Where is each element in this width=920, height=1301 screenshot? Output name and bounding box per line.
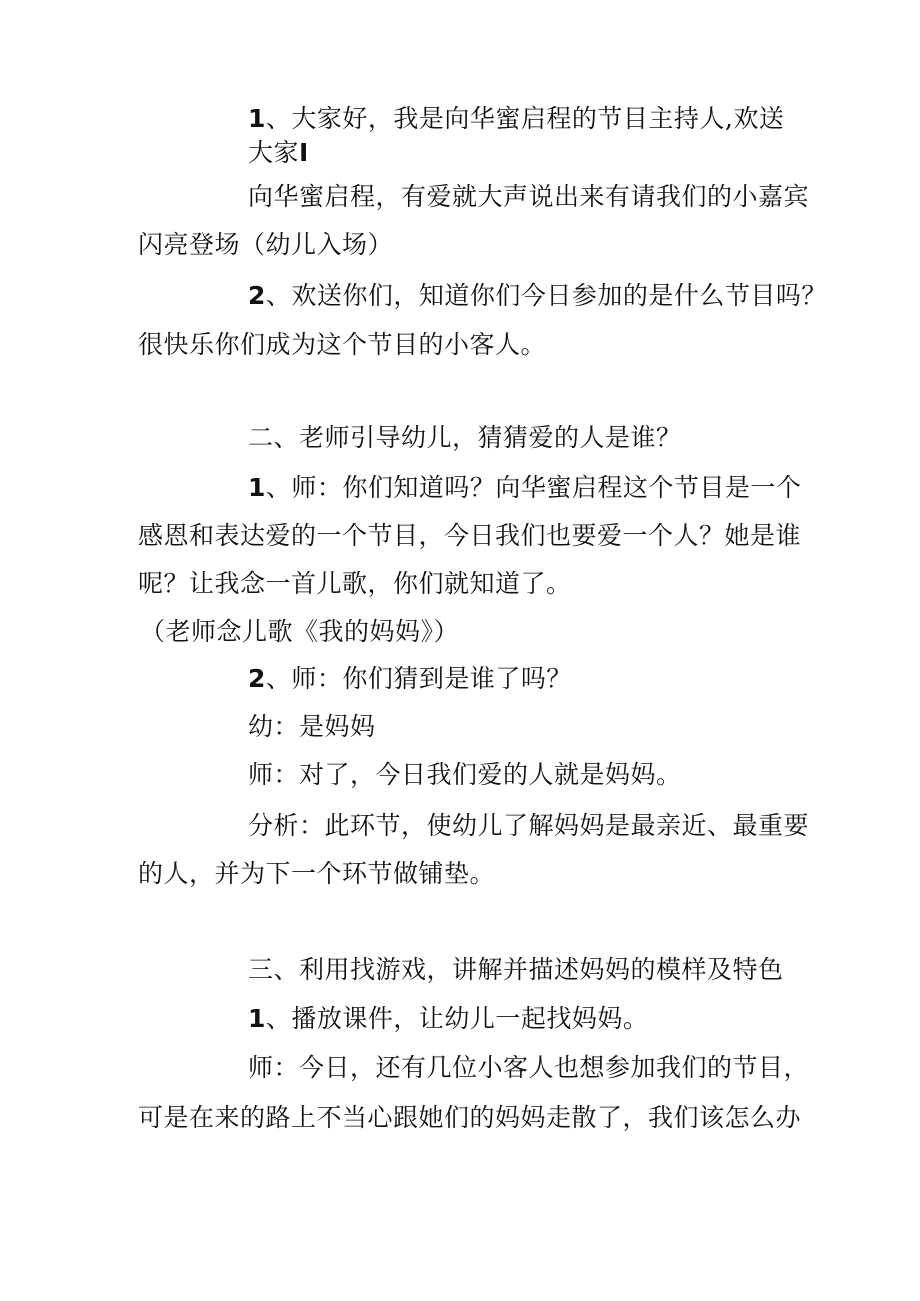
item-number: 1 [248,104,266,133]
teacher-line: 师：对了，今日我们爱的人就是妈妈。 [248,760,682,789]
item-text: 大家 [248,138,300,167]
note-line: （老师念儿歌《我的妈妈》） [140,617,460,646]
teacher-line-1: 师：今日，还有几位小客人也想参加我们的节目， [248,1053,810,1082]
item-number: 1 [248,473,266,502]
item-text: 、播放课件，让幼儿一起找妈妈。 [265,1004,649,1033]
item-2-line-2: 很快乐你们成为这个节目的小客人。 [138,330,547,359]
item-1-line-1 [248,473,801,503]
analysis-line-2: 的人，并为下一个环节做铺垫。 [138,859,496,888]
item-text: 、欢送你们，知道你们今日参加的是什么节目吗？ [265,281,827,310]
item-1-line-2: 感恩和表达爱的一个节目，今日我们也要爱一个人？她是谁 [138,521,802,550]
section-3-heading: 三、利用找游戏，讲解并描述妈妈的模样及特色 [248,955,784,984]
paragraph-line-1: 向华蜜启程，有爱就大声说出来有请我们的小嘉宾 [248,182,810,211]
item-1-line-1 [248,104,784,134]
item-number: 1 [248,1004,266,1033]
item-1-line-3: 呢？让我念一首儿歌，你们就知道了。 [138,569,572,598]
stray-mark: I [299,138,309,167]
item-2-line-1 [248,664,572,694]
teacher-line-2: 可是在来的路上不当心跟她们的妈妈走散了，我们该怎么办 [138,1103,802,1132]
item-text: 、师：你们知道吗？向华蜜启程这个节目是一个 [265,473,802,502]
item-number: 2 [248,281,266,310]
item-text: 、大家好，我是向华蜜启程的节目主持人,欢送 [265,104,785,133]
item-2-line-1 [248,281,827,311]
item-1-line-1 [248,1004,648,1034]
child-line: 幼：是妈妈 [248,712,376,741]
section-2-heading: 二、老师引导幼儿，猜猜爱的人是谁？ [248,423,682,452]
item-text: 、师：你们猜到是谁了吗？ [265,664,572,693]
paragraph-line-2: 闪亮登场（幼儿入场） [138,230,394,259]
item-number: 2 [248,664,266,693]
item-1-line-2 [248,138,309,168]
analysis-line-1: 分析：此环节，使幼儿了解妈妈是最亲近、最重要 [248,811,810,840]
